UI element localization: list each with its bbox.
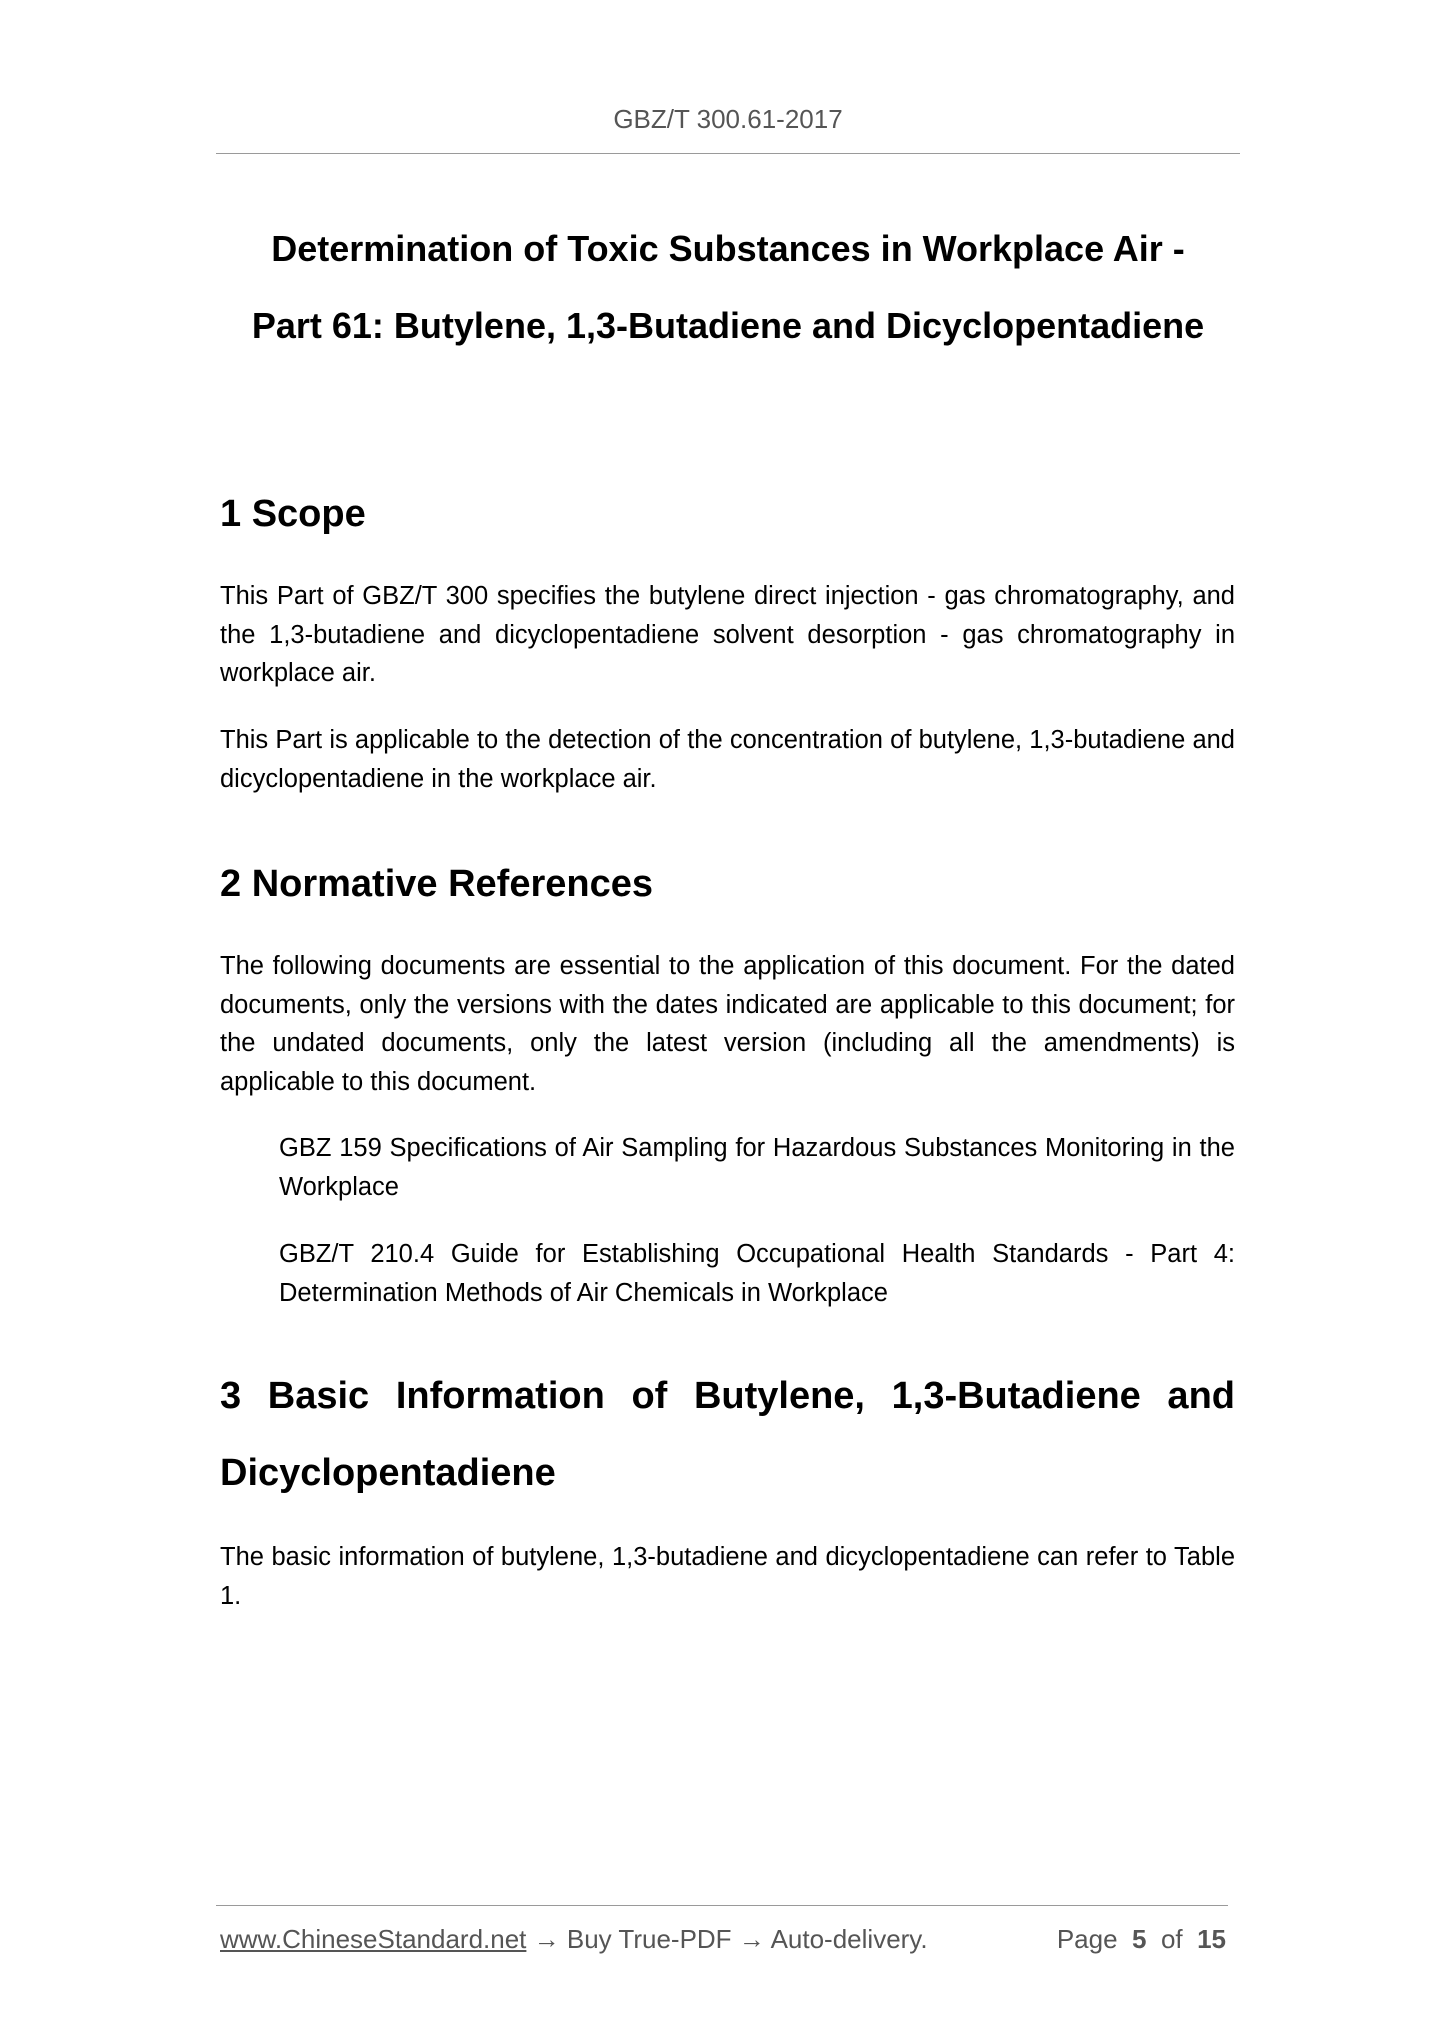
page-label: Page	[1056, 1924, 1118, 1954]
reference-item: GBZ 159 Specifications of Air Sampling for Hazardous Substances Monitoring in the Workplace	[279, 1134, 1235, 1201]
scope-paragraph-1: This Part of GBZ/T 300 specifies the butylene direct injection - gas chromatography, and the 1,3-butadiene and dicyclopentadiene solvent desorption - gas chromatography in workplace air.	[220, 582, 1235, 687]
normative-references-intro: The following documents are essential to the application of this document. For the dated documents, only the versions with the dates indicated are applicable to this document; for the undated documents, only the latest version (including all the amendments) is applicable to this document.	[220, 952, 1235, 1096]
section-heading-scope: 1 Scope	[220, 493, 366, 535]
page-indicator	[1057, 1924, 1226, 1955]
basic-information-paragraph: The basic information of butylene, 1,3-butadiene and dicyclopentadiene can refer to Table 1.	[220, 1543, 1235, 1610]
promo-text: → Buy True-PDF → Auto-delivery.	[526, 1924, 928, 1954]
section-heading-basic-information	[220, 1358, 1235, 1512]
footer-promo	[220, 1924, 928, 1955]
of-label: of	[1160, 1924, 1183, 1954]
site-link[interactable]: www.ChineseStandard.net	[220, 1924, 527, 1954]
reference-item: GBZ/T 210.4 Guide for Establishing Occupational Health Standards - Part 4: Determination Methods of Air Chemicals in Workplace	[279, 1240, 1235, 1307]
standard-code-header: GBZ/T 300.61-2017	[613, 104, 843, 134]
title-line-2: Part 61: Butylene, 1,3-Butadiene and Dicyclopentadiene	[251, 305, 1205, 346]
section-heading-line-1: 3 Basic Information of Butylene, 1,3-Butadiene and	[220, 1375, 1235, 1417]
scope-paragraph-2: This Part is applicable to the detection of the concentration of butylene, 1,3-butadiene and dicyclopentadiene in the workplace air.	[220, 726, 1235, 793]
header-divider	[216, 153, 1240, 154]
total-pages: 15	[1197, 1924, 1226, 1954]
title-line-1: Determination of Toxic Substances in Workplace Air -	[271, 228, 1185, 269]
section-heading-normative-references: 2 Normative References	[220, 863, 653, 905]
section-heading-line-2: Dicyclopentadiene	[220, 1452, 556, 1494]
page-number: 5	[1132, 1924, 1147, 1954]
document-title	[216, 210, 1240, 364]
footer-divider	[216, 1905, 1228, 1906]
